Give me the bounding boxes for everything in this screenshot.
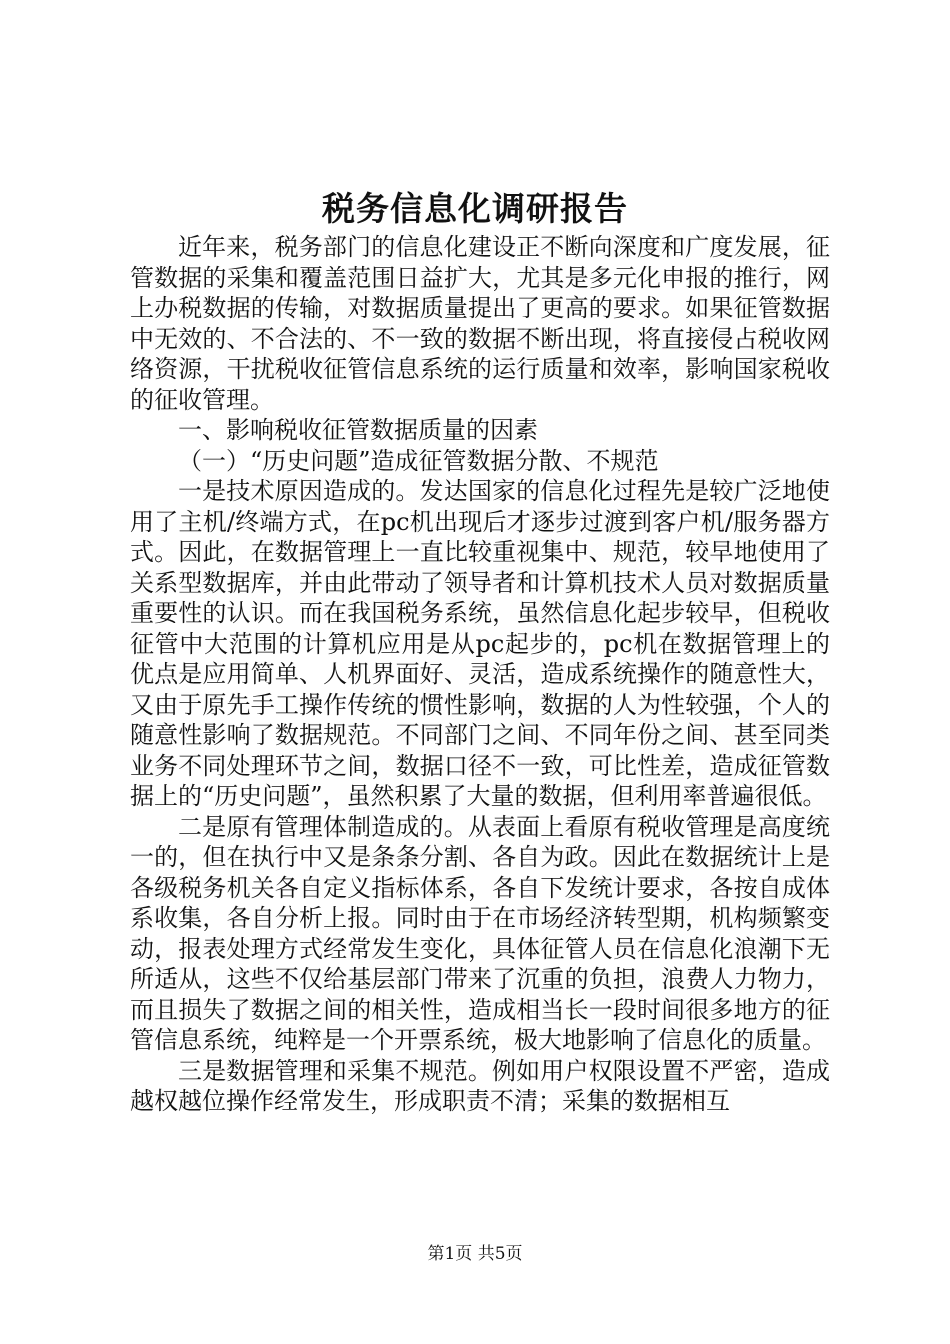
document-body [130, 232, 830, 1117]
body-paragraph-3: 三是数据管理和采集不规范。例如用户权限设置不严密，造成越权越位操作经常发生，形成职责不清；采集的数据相互 [130, 1056, 830, 1115]
section-heading: 一、影响税收征管数据质量的因素 [178, 416, 538, 444]
page-footer: 第1页 共5页 [427, 1244, 523, 1264]
document-title: 税务信息化调研报告 [322, 189, 628, 228]
body-paragraph-1: 一是技术原因造成的。发达国家的信息化过程先是较广泛地使用了主机/终端方式，在pc机出现后才逐步过渡到客户机/服务器方式。因此，在数据管理上一直比较重视集中、规范，较早地使用了关系型数据库，并由此带动了领导者和计算机技术人员对数据质量重要性的认识。而在我国税务系统，虽然信息化起步较早，但税收征管中大范围的计算机应用是从pc起步的，pc机在数据管理上的优点是应用简单、人机界面好、灵活，造成系统操作的随意性大，又由于原先手工操作传统的惯性影响，数据的人为性较强，个人的随意性影响了数据规范。不同部门之间、不同年份之间、甚至同类业务不同处理环节之间，数据口径不一致，可比性差，造成征管数据上的“历史问题”，虽然积累了大量的数据，但利用率普遍很低。 [130, 477, 830, 810]
intro-paragraph: 近年来，税务部门的信息化建设正不断向深度和广度发展，征管数据的采集和覆盖范围日益扩大，尤其是多元化申报的推行，网上办税数据的传输，对数据质量提出了更高的要求。如果征管数据中无效的、不合法的、不一致的数据不断出现，将直接侵占税收网络资源，干扰税收征管信息系统的运行质量和效率，影响国家税收的征收管理。 [130, 233, 830, 414]
body-paragraph-2: 二是原有管理体制造成的。从表面上看原有税收管理是高度统一的，但在执行中又是条条分割、各自为政。因此在数据统计上是各级税务机关各自定义指标体系，各自下发统计要求，各按自成体系收集，各自分析上报。同时由于在市场经济转型期，机构频繁变动，报表处理方式经常发生变化，具体征管人员在信息化浪潮下无所适从，这些不仅给基层部门带来了沉重的负担，浪费人力物力，而且损失了数据之间的相关性，造成相当长一段时间很多地方的征管信息系统，纯粹是一个开票系统，极大地影响了信息化的质量。 [130, 812, 830, 1054]
subsection-heading: （一）“历史问题”造成征管数据分散、不规范 [178, 446, 659, 475]
